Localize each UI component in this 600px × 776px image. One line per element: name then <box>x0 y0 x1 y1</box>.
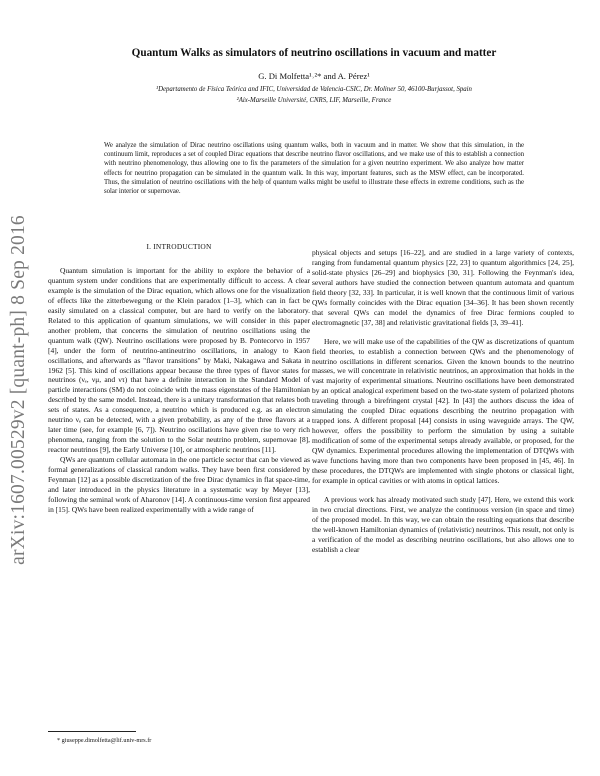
paragraph: QWs are quantum cellular automata in the one particle sector that can be viewed as formal generalizations of classical random walks. They have been first considered by Feynman [12] as a possible discretization of the free Dirac dynamics in flat space-time, and later introduced in the physics literature in a systematic way by Meyer [13], following the seminal work of Aharonov [14]. A continuous-time version first appeared in [15]. QWs have been realized experimentally with a wide range of <box>48 455 310 514</box>
left-column <box>48 266 310 515</box>
footnote-email: * giuseppe.dimolfetta@lif.univ-mrs.fr <box>57 737 152 744</box>
affiliation-1: ¹Departamento de Física Teórica and IFIC, Universidad de Valencia-CSIC, Dr. Moliner 50, 46100-Burjassot, Spain <box>156 86 472 93</box>
right-column <box>312 248 574 555</box>
paragraph: Quantum simulation is important for the ability to explore the behavior of a quantum system under conditions that are experimentally difficult to access. A clear example is the simulation of the Dirac equation, which allows one for the visualization of effects like the zitterbewegung or the Klein paradox [1–3], which can in fact be easily simulated on a classical computer, but are hard to verify on the laboratory. Related to this application of quantum simulations, we will consider in this paper another problem, that concerns the simulation of neutrino oscillations using the quantum walk (QW). Neutrino oscillations were proposed by B. Pontecorvo in 1957 [4], under the form of neutrino-antineutrino oscillations, in analogy to Kaon oscillations, and afterwards as "flavor transitions" by Maki, Nakagawa and Sakata in 1962 [5]. This kind of oscillations appear because the three types of flavor states for neutrinos (νₑ, νμ, and ντ) that have a definite interaction in the Standard Model of particle interactions (SM) do not coincide with the mass eigenstates of the Hamiltonian described by the same model. Instead, there is a unitary transformation that relates both sets of states. As a consequence, a neutrino which is produced e.g. as an electron neutrino νₑ can be detected, with a given probability, as any of the three flavors at a later time (see, for example [6, 7]). Neutrino oscillations have given rise to very rich phenomena, ranging from the solution to the Solar neutrino problem, supernovae [8], reactor neutrinos [9], the Early Universe [10], or atmospheric neutrinos [11]. <box>48 266 310 455</box>
footnote-rule <box>48 731 136 732</box>
arxiv-side-label <box>2 200 36 580</box>
arxiv-identifier: arXiv:1607.00529v2 [quant-ph] 8 Sep 2016 <box>8 215 29 565</box>
paragraph: Here, we will make use of the capabilities of the QW as discretizations of quantum field theories, to establish a connection between QWs and the phenomenology of neutrino oscillations in different scenarios. Given the known bounds to the neutrino masses, we will concentrate in relativistic neutrinos, an approximation that holds in the vast majority of experimental situations. Neutrino oscillations have been demonstrated by an optical analogical experiment based on the two-state system of polarized photons traveling through a birefringent crystal [42]. In [43] the authors discuss the idea of simulating the coupled Dirac equations describing the neutrino propagation with trapped ions. A different proposal [44] consists in using waveguide arrays. The QW, however, offers the possibility to perform the simulation by using a suitable modification of some of the experimental setups already available, or proposed, for the QW dynamics. Experimental procedures allowing the implementation of DTQWs with wave functions having more than two components have been proposed in [45, 46]. In these procedures, the DTQWs are implemented with single photons or classical light, for example in optical cavities or with atoms in optical lattices. <box>312 336 574 485</box>
section-heading-introduction: I. INTRODUCTION <box>146 242 212 251</box>
paragraph: physical objects and setups [16–22], and are studied in a large variety of contexts, ranging from fundamental quantum physics [22, 23] to quantum algorithmics [24, 25], solid-state physics [26–29] and biophysics [30, 31]. Following the Feynman's idea, several authors have studied the connection between quantum automata and quantum field theory [32, 33]. In particular, it is well known that the continuous limit of various QWs formally coincides with the Dirac equation [34–36]. It has been shown recently that several QWs can model the dynamics of free Dirac fermions coupled to electromagnetic [37, 38] and relativistic gravitational fields [3, 39–41]. <box>312 248 574 327</box>
authors: G. Di Molfetta¹˒²* and A. Pérez¹ <box>258 71 370 81</box>
abstract: We analyze the simulation of Dirac neutrino oscillations using quantum walks, both in vacuum and in matter. We show that this simulation, in the continuum limit, reproduces a set of coupled Dirac equations that describe neutrino flavor oscillations, and we make use of this to establish a connection with neutrino phenomenology, thus allowing one to fix the parameters of the simulation for a given neutrino experiment. We also analyze how matter effects for neutrino propagation can be simulated in the quantum walk. In this way, important features, such as the MSW effect, can be incorporated. Thus, the simulation of neutrino oscillations with the help of quantum walks might be useful to illustrate these effects in extreme conditions, such as the solar interior or supernovae. <box>104 142 524 196</box>
paragraph: A previous work has already motivated such study [47]. Here, we extend this work in two crucial directions. First, we analyze the continuous version (in space and time) of the proposed model. In this way, we can obtain the resulting equations that describe the well-known Hamiltonian dynamics of (relativistic) neutrinos. This result, not only is a verification of the model as describing neutrino oscillations, but also allows one to establish a clear <box>312 494 574 554</box>
paper-title: Quantum Walks as simulators of neutrino oscillations in vacuum and matter <box>131 47 497 59</box>
affiliation-2: ²Aix-Marseille Université, CNRS, LIF, Marseille, France <box>236 97 392 104</box>
